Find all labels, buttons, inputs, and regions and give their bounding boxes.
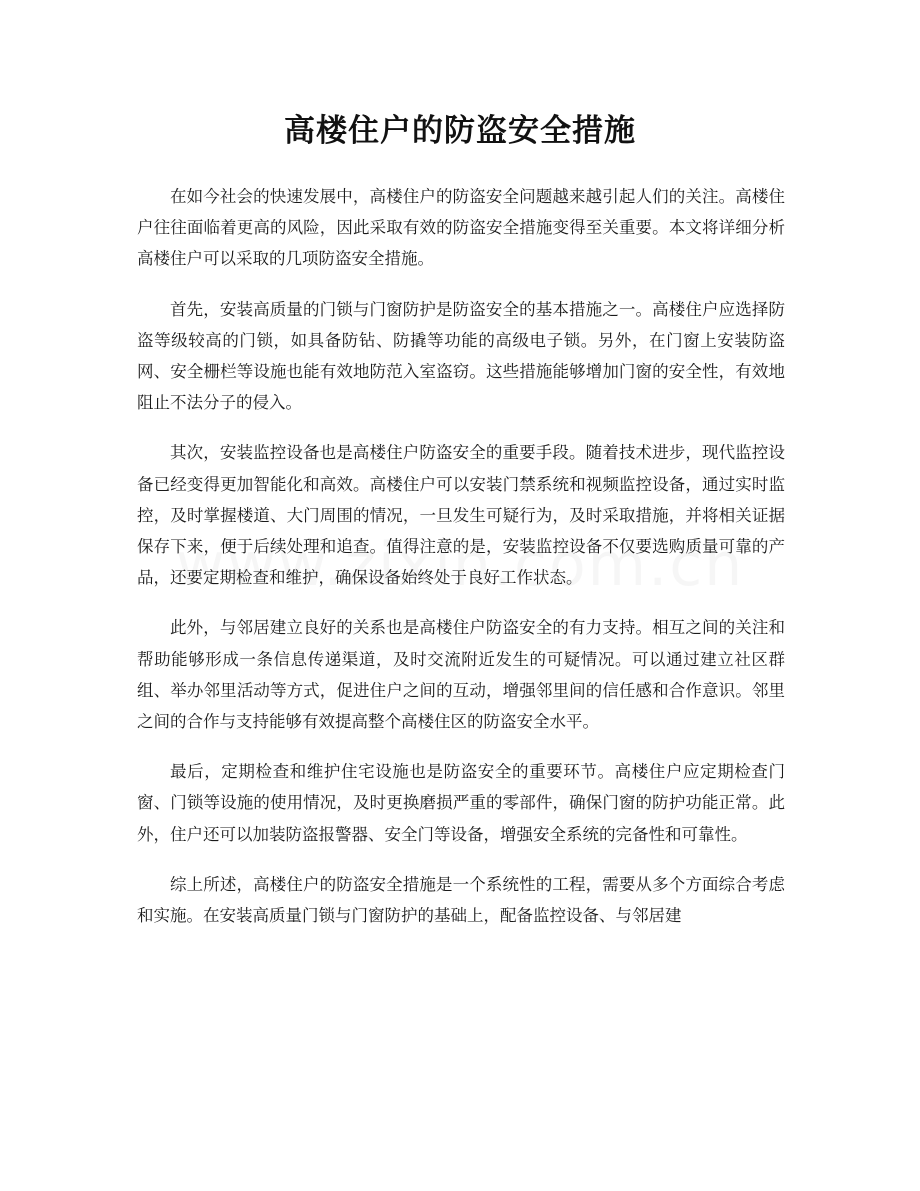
paragraph-surveillance: 其次，安装监控设备也是高楼住户防盗安全的重要手段。随着技术进步，现代监控设备已经变得更加智能化和高效。高楼住户可以安装门禁系统和视频监控设备，通过实时监控，及时掌握楼道、大门周围的情况，一旦发生可疑行为，及时采取措施，并将相关证据保存下来，便于后续处理和追查。值得注意的是，安装监控设备不仅要选购质量可靠的产品，还要定期检查和维护，确保设备始终处于良好工作状态。 [137,443,785,588]
paragraph-neighbors: 此外，与邻居建立良好的关系也是高楼住户防盗安全的有力支持。相互之间的关注和帮助能够形成一条信息传递渠道，及时交流附近发生的可疑情况。可以通过建立社区群组、举办邻里活动等方式，促进住户之间的互动，增强邻里间的信任感和合作意识。邻里之间的合作与支持能够有效提高整个高楼住区的防盗安全水平。 [137,618,785,732]
paragraph-door-locks: 首先，安装高质量的门锁与门窗防护是防盗安全的基本措施之一。高楼住户应选择防盗等级较高的门锁，如具备防钻、防撬等功能的高级电子锁。另外，在门窗上安装防盗网、安全栅栏等设施也能有效地防范入室盗窃。这些措施能够增加门窗的安全性，有效地阻止不法分子的侵入。 [137,299,785,413]
document-body [137,181,785,950]
document-title: 高楼住户的防盗安全措施 [284,113,636,149]
paragraph-conclusion: 综上所述，高楼住户的防盗安全措施是一个系统性的工程，需要从多个方面综合考虑和实施。在安装高质量门锁与门窗防护的基础上，配备监控设备、与邻居建 [137,874,785,926]
paragraph-maintenance: 最后，定期检查和维护住宅设施也是防盗安全的重要环节。高楼住户应定期检查门窗、门锁等设施的使用情况，及时更换磨损严重的零部件，确保门窗的防护功能正常。此外，住户还可以加装防盗报警器、安全门等设备，增强安全系统的完备性和可靠性。 [137,762,785,844]
paragraph-intro: 在如今社会的快速发展中，高楼住户的防盗安全问题越来越引起人们的关注。高楼住户往往面临着更高的风险，因此采取有效的防盗安全措施变得至关重要。本文将详细分析高楼住户可以采取的几项防盗安全措施。 [137,187,785,269]
